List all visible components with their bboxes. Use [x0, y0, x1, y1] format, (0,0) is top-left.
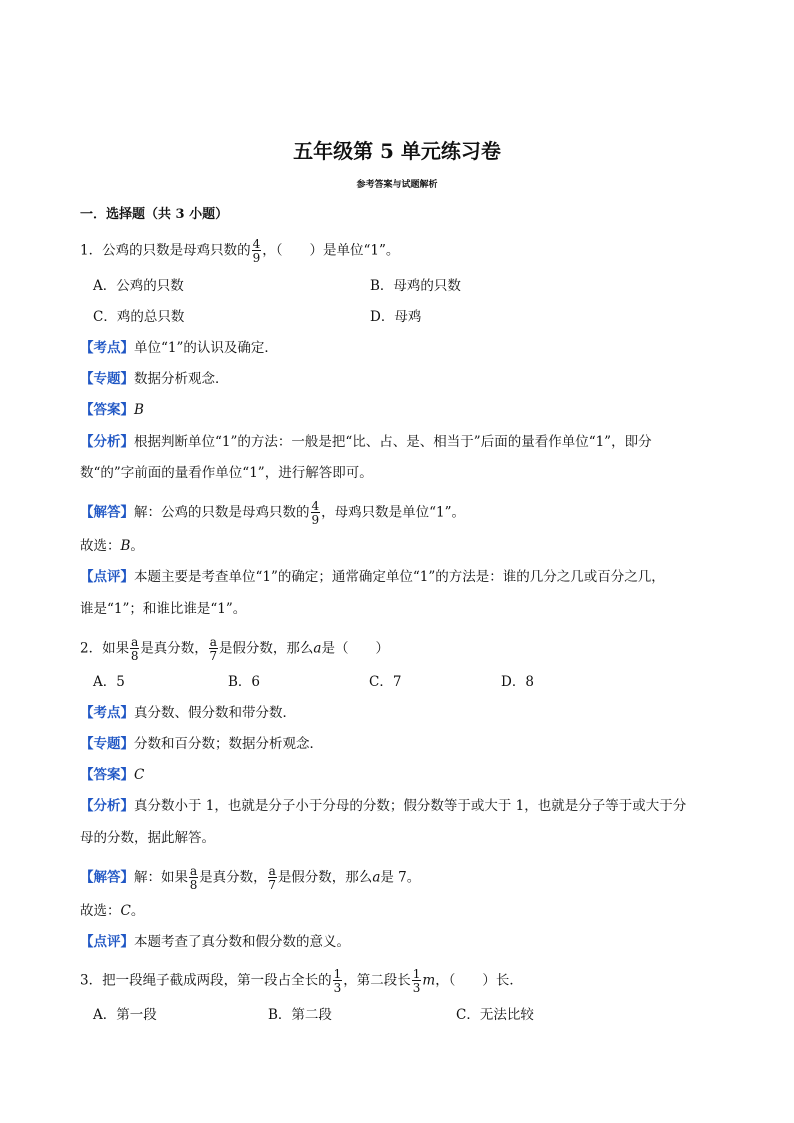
q3-option-a: A．第一段 — [93, 1007, 157, 1023]
q1-option-b: B．母鸡的只数 — [370, 278, 461, 294]
q1-fenxi-cont: 数“的”字前面的量看作单位“1”，进行解答即可。 — [80, 465, 373, 481]
q2-fenxi: 【分析】真分数小于 1，也就是分子小于分母的分数；假分数等于或大于 1，也就是分子等于或大于分 — [80, 798, 687, 814]
q3-option-c: C．无法比较 — [456, 1007, 534, 1023]
q2-jieda: 【解答】解：如果 $\frac{a}{8}$ 是真分数， $\frac{a}{7}$ 是假分数，那么a是 7。 — [80, 864, 421, 892]
q1-zhuanti: 【专题】数据分析观念． — [80, 371, 229, 387]
fraction: $\frac{4}{9}$ — [252, 237, 261, 265]
question-3-stem: 3．把一段绳子截成两段，第一段占全长的 $\frac{1}{3}$ ，第二段长 $\frac{1}{3}$ m，（ ）长． — [80, 967, 523, 995]
q1-answer: 【答案】B — [80, 402, 144, 418]
fraction: $\frac{4}{9}$ — [311, 499, 320, 527]
q2-zhuanti: 【专题】分数和百分数；数据分析观念． — [80, 736, 323, 752]
q3-option-b: B．第二段 — [268, 1007, 332, 1023]
q1-guxuan: 故选：B。 — [80, 538, 144, 554]
q2-option-c: C．7 — [369, 674, 402, 690]
q1-kaodian: 【考点】单位“1”的认识及确定． — [80, 340, 278, 356]
q1-dianping-cont: 谁是“1”；和谁比谁是“1”。 — [80, 601, 247, 617]
q1-option-d: D．母鸡 — [370, 309, 422, 325]
question-2-stem: 2．如果 $\frac{a}{8}$ 是真分数， $\frac{a}{7}$ 是假分数，那么a是（ ） — [80, 635, 389, 663]
q1-option-c: C．鸡的总只数 — [93, 309, 185, 325]
page-title: 五年级第 5 单元练习卷 — [293, 139, 501, 163]
q2-option-b: B．6 — [228, 674, 261, 690]
q1-option-a: A．公鸡的只数 — [93, 278, 184, 294]
fraction: $\frac{a}{8}$ — [189, 864, 198, 892]
question-1-stem: 1．公鸡的只数是母鸡只数的 $\frac{4}{9}$ ，（ ）是单位“1”。 — [80, 237, 400, 265]
fraction: $\frac{1}{3}$ — [333, 967, 342, 995]
fraction: $\frac{a}{7}$ — [209, 635, 218, 663]
q2-answer: 【答案】C — [80, 767, 145, 783]
section-heading: 一．选择题（共 3 小题） — [80, 207, 229, 222]
q2-guxuan: 故选：C。 — [80, 903, 145, 919]
fraction: $\frac{a}{7}$ — [268, 864, 277, 892]
q1-jieda: 【解答】解：公鸡的只数是母鸡只数的 $\frac{4}{9}$ ，母鸡只数是单位“1”。 — [80, 499, 466, 527]
q2-option-d: D．8 — [501, 674, 534, 690]
page-subtitle: 参考答案与试题解析 — [356, 180, 438, 190]
q2-kaodian: 【考点】真分数、假分数和带分数． — [80, 705, 296, 721]
q2-option-a: A．5 — [93, 674, 125, 690]
q2-dianping: 【点评】本题考查了真分数和假分数的意义。 — [80, 934, 350, 950]
q2-fenxi-cont: 母的分数，据此解答。 — [80, 830, 215, 846]
q1-fenxi: 【分析】根据判断单位“1”的方法：一般是把“比、占、是、相当于”后面的量看作单位“1”，即分 — [80, 434, 652, 450]
q1-dianping: 【点评】本题主要是考查单位“1”的确定；通常确定单位“1”的方法是：谁的几分之几或百分之几， — [80, 569, 665, 585]
fraction: $\frac{a}{8}$ — [130, 635, 139, 663]
fraction: $\frac{1}{3}$ — [412, 967, 421, 995]
